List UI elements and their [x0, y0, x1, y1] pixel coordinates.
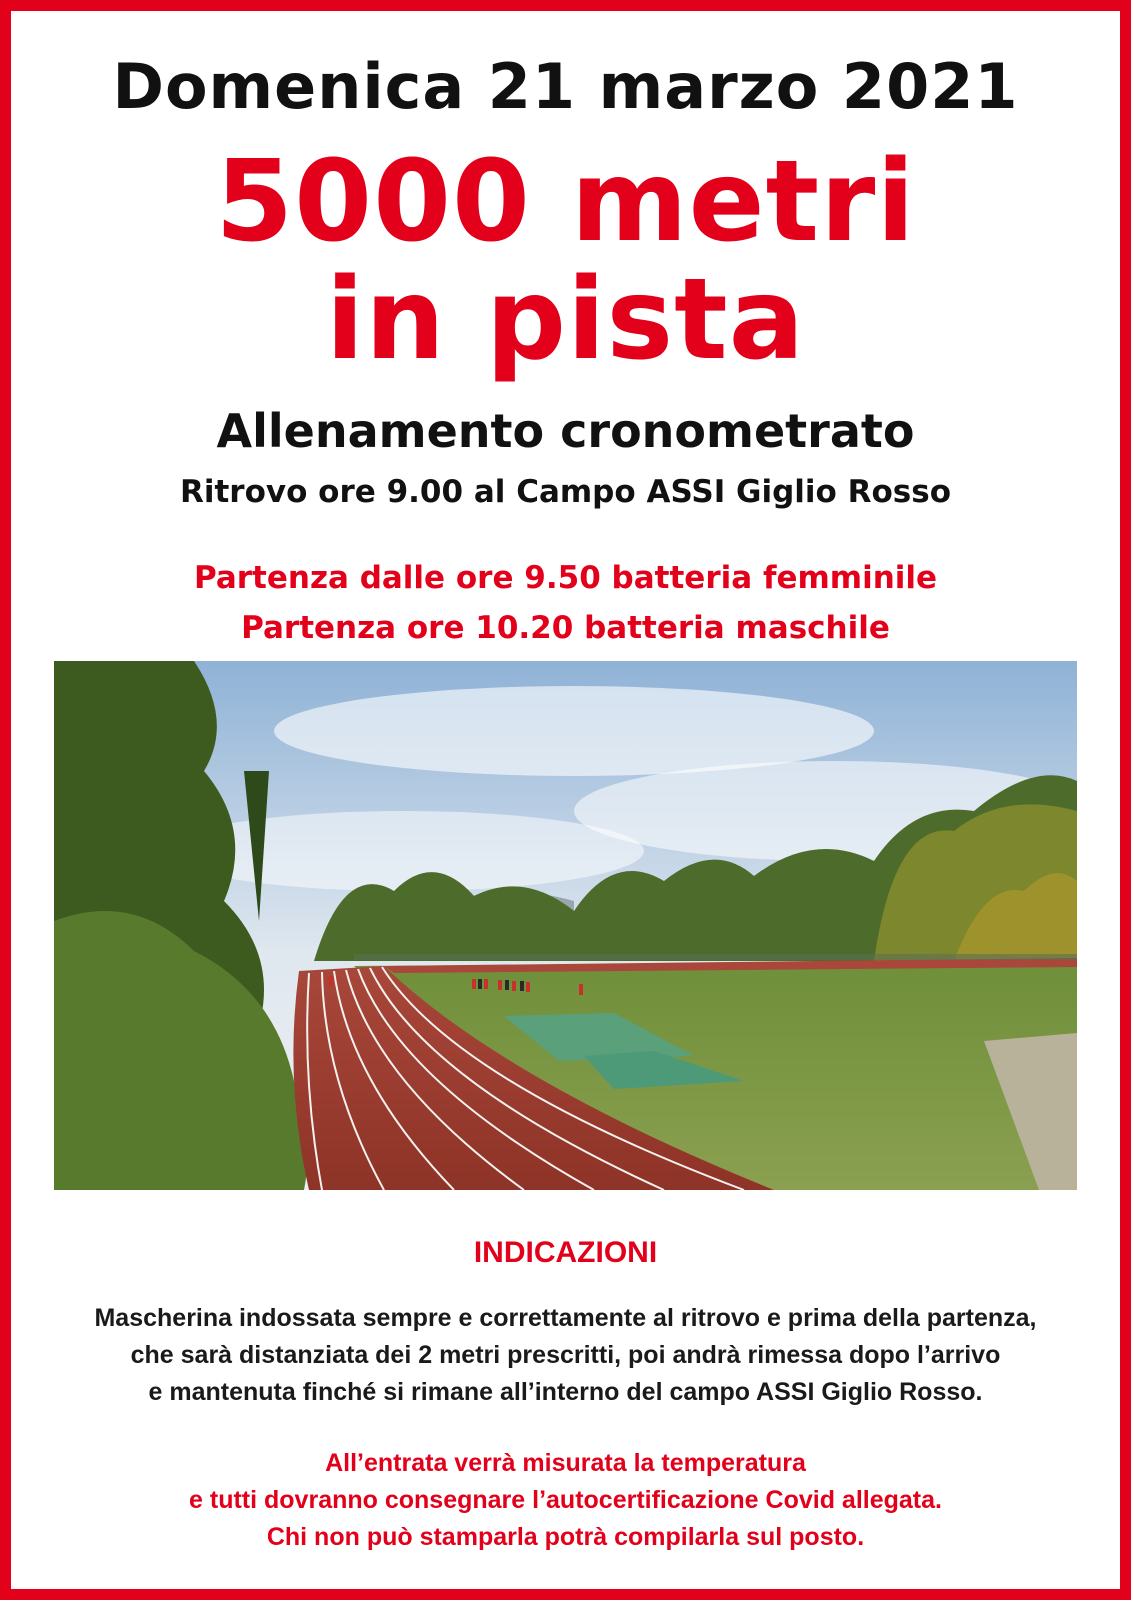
start-schedule [11, 553, 1120, 653]
notice-line-2: e tutti dovranno consegnare l’autocertificazione Covid allegata. [189, 1486, 942, 1514]
rule-line-1: Mascherina indossata sempre e correttamente al ritrovo e prima della partenza, [94, 1304, 1037, 1332]
rule-line-3: e mantenuta finché si rimane all’interno del campo ASSI Giglio Rosso. [148, 1378, 983, 1406]
start-women: Partenza dalle ore 9.50 batteria femminile [193, 560, 938, 596]
rule-line-2: che sarà distanziata dei 2 metri prescritti, poi andrà rimessa dopo l’arrivo [130, 1341, 1001, 1369]
headline-line-2: in pista [325, 255, 806, 385]
instructions-title: INDICAZIONI [473, 1236, 658, 1269]
notice-line-3: Chi non può stamparla potrà compilarla sul posto. [266, 1523, 865, 1551]
event-date: Domenica 21 marzo 2021 [112, 50, 1019, 123]
notice-line-1: All’entrata verrà misurata la temperatura [325, 1449, 806, 1477]
event-headline [11, 137, 1120, 385]
meeting-info: Ritrovo ore 9.00 al Campo ASSI Giglio Rosso [179, 474, 952, 510]
event-subtitle: Allenamento cronometrato [216, 404, 915, 458]
headline-line-1: 5000 metri [215, 137, 916, 267]
instructions-rules [11, 1300, 1120, 1411]
covid-notice [11, 1445, 1120, 1556]
running-track-photo [54, 661, 1077, 1190]
start-men: Partenza ore 10.20 batteria maschile [241, 610, 890, 646]
